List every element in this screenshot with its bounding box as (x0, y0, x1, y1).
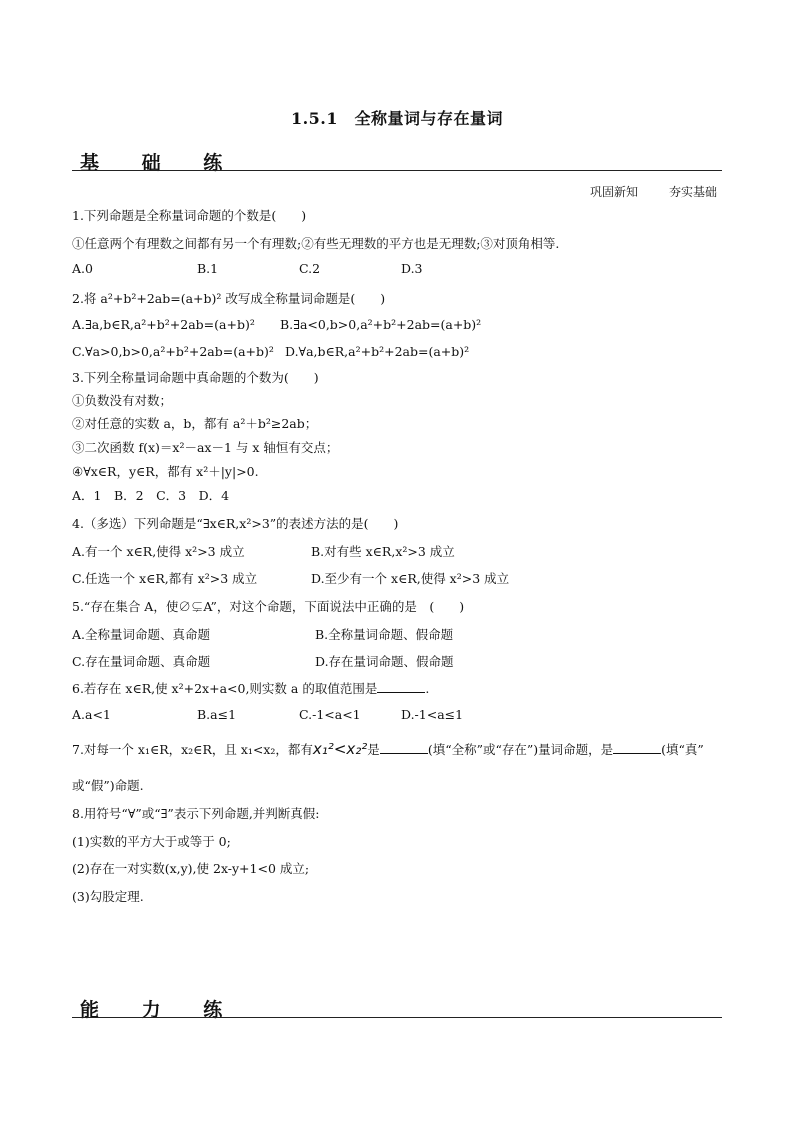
question-7-part-4: (填“真” (661, 742, 704, 757)
question-1-body: ①任意两个有理数之间都有另一个有理数;②有些无理数的平方也是无理数;③对顶角相等. (72, 236, 560, 251)
question-5-option-d: D.存在量词命题、假命题 (315, 654, 454, 669)
question-3-stem: 3.下列全称量词命题中真命题的个数为( ) (72, 370, 319, 385)
question-3-item-2: ②对任意的实数 a，b，都有 a²＋b²≥2ab； (72, 416, 318, 431)
question-2-option-c: C.∀a>0,b>0,a²+b²+2ab=(a+b)² (72, 344, 274, 359)
section-heading-basic: 基 础 练 (80, 152, 241, 174)
question-4-option-a: A.有一个 x∈R,使得 x²>3 成立 (72, 544, 245, 559)
tag-consolidate: 巩固新知 (590, 185, 639, 199)
question-8-item-1: (1)实数的平方大于或等于 0; (72, 834, 231, 849)
question-1-option-b: B.1 (197, 261, 219, 276)
question-6-stem-end: . (425, 681, 430, 696)
question-4-option-b: B.对有些 x∈R,x²>3 成立 (311, 544, 455, 559)
question-8-stem: 8.用符号“∀”或“∃”表示下列命题,并判断真假: (72, 806, 320, 821)
question-7-formula: x₁²<x₂² (312, 740, 368, 758)
question-5-stem: 5.“存在集合 A，使∅⊊A”，对这个命题，下面说法中正确的是 ( ) (72, 599, 465, 614)
question-3-item-4: ④∀x∈R，y∈R，都有 x²＋|y|>0. (72, 464, 259, 479)
question-7-line-1 (72, 740, 704, 758)
question-2-option-d: D.∀a,b∈R,a²+b²+2ab=(a+b)² (285, 344, 470, 359)
question-1-option-d: D.3 (401, 261, 423, 276)
question-1-stem: 1.下列命题是全称量词命题的个数是( ) (72, 208, 307, 223)
question-6-option-a: A.a<1 (72, 707, 111, 722)
section-divider (72, 1017, 722, 1018)
question-4-option-c: C.任选一个 x∈R,都有 x²>3 成立 (72, 571, 258, 586)
question-7-part-3: (填“全称”或“存在”)量词命题，是 (427, 742, 614, 757)
question-5-option-a: A.全称量词命题、真命题 (72, 627, 211, 642)
question-6-option-d: D.-1<a≤1 (401, 707, 464, 722)
question-3-item-1: ①负数没有对数； (72, 393, 173, 408)
question-3-item-3: ③二次函数 f(x)＝x²－ax－1 与 x 轴恒有交点； (72, 440, 339, 455)
question-6-line (72, 679, 429, 697)
answer-blank[interactable] (377, 681, 425, 693)
question-6-option-b: B.a≤1 (197, 707, 237, 722)
question-5-option-b: B.全称量词命题、假命题 (315, 627, 454, 642)
question-7-line-2: 或“假”)命题. (72, 778, 144, 793)
question-5-option-c: C.存在量词命题、真命题 (72, 654, 211, 669)
section-heading-ability: 能 力 练 (80, 999, 241, 1021)
question-6-option-c: C.-1<a<1 (299, 707, 361, 722)
question-7-part-1: 7.对每一个 x₁∈R，x₂∈R，且 x₁<x₂，都有 (72, 742, 313, 757)
tag-foundation: 夯实基础 (669, 185, 718, 199)
question-1-option-c: C.2 (299, 261, 321, 276)
question-2-option-b: B.∃a<0,b>0,a²+b²+2ab=(a+b)² (280, 317, 482, 332)
question-1-option-a: A.0 (72, 261, 93, 276)
question-3-options: A．1 B．2 C．3 D．4 (72, 488, 230, 503)
question-6-stem: 6.若存在 x∈R,使 x²+2x+a<0,则实数 a 的取值范围是 (72, 681, 378, 696)
answer-blank[interactable] (613, 742, 661, 754)
question-4-option-d: D.至少有一个 x∈R,使得 x²>3 成立 (311, 571, 510, 586)
question-7-part-2: 是 (367, 742, 380, 757)
question-8-item-2: (2)存在一对实数(x,y),使 2x-y+1<0 成立; (72, 861, 310, 876)
section-divider (72, 170, 722, 171)
question-2-stem: 2.将 a²+b²+2ab=(a+b)² 改写成全称量词命题是( ) (72, 291, 386, 306)
question-4-stem: 4.（多选）下列命题是“∃x∈R,x²>3”的表述方法的是( ) (72, 516, 399, 531)
answer-blank[interactable] (380, 742, 428, 754)
page-title: 1.5.1 全称量词与存在量词 (290, 109, 504, 128)
question-8-item-3: (3)勾股定理. (72, 889, 144, 904)
question-2-option-a: A.∃a,b∈R,a²+b²+2ab=(a+b)² (72, 317, 255, 332)
